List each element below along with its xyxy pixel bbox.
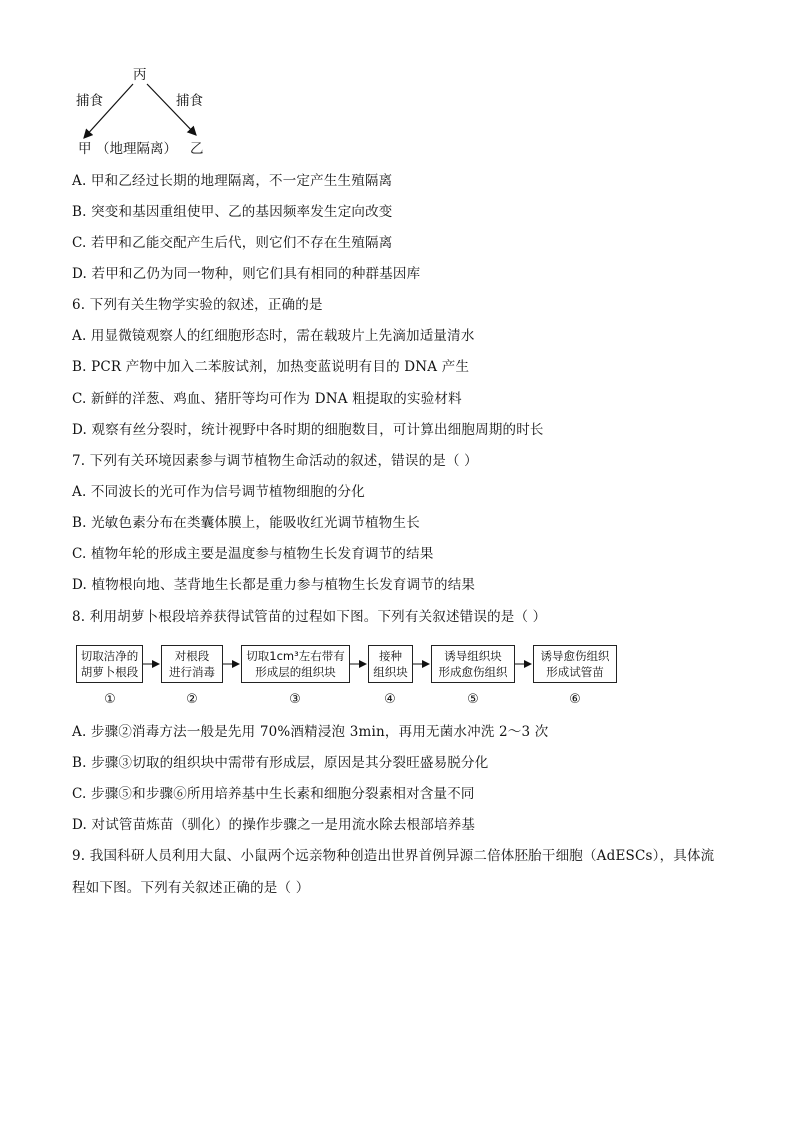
flow-num-3: ③ bbox=[289, 692, 301, 707]
flow-num-5: ⑤ bbox=[467, 692, 479, 707]
q8-option-c: C. 步骤⑤和步骤⑥所用培养基中生长素和细胞分裂素相对含量不同 bbox=[72, 786, 475, 802]
q8-stem: 8. 利用胡萝卜根段培养获得试管苗的过程如下图。下列有关叙述错误的是（ ） bbox=[72, 609, 547, 625]
flow-num-4: ④ bbox=[384, 692, 396, 707]
q7-option-d: D. 植物根向地、茎背地生长都是重力参与植物生长发育调节的结果 bbox=[72, 577, 476, 593]
flow-step-3: 切取1cm³左右带有 形成层的组织块 bbox=[241, 645, 350, 683]
q7-option-a: A. 不同波长的光可作为信号调节植物细胞的分化 bbox=[72, 484, 365, 500]
q5-option-d: D. 若甲和乙仍为同一物种，则它们具有相同的种群基因库 bbox=[72, 266, 421, 282]
node-bing: 丙 bbox=[133, 67, 147, 83]
flow-num-6: ⑥ bbox=[569, 692, 581, 707]
node-jia: 甲 bbox=[78, 141, 92, 157]
edge-label-right: 捕食 bbox=[176, 93, 203, 109]
node-yi: 乙 bbox=[190, 141, 204, 157]
q7-option-b: B. 光敏色素分布在类囊体膜上，能吸收红光调节植物生长 bbox=[72, 515, 420, 531]
q7-stem: 7. 下列有关环境因素参与调节植物生命活动的叙述，错误的是（ ） bbox=[72, 453, 478, 469]
q6-option-a: A. 用显微镜观察人的红细胞形态时，需在载玻片上先滴加适量清水 bbox=[72, 328, 475, 344]
q5-option-b: B. 突变和基因重组使甲、乙的基因频率发生定向改变 bbox=[72, 204, 393, 220]
q5-option-a: A. 甲和乙经过长期的地理隔离，不一定产生生殖隔离 bbox=[72, 173, 393, 189]
flow-step-6: 诱导愈伤组织 形成试管苗 bbox=[533, 645, 617, 683]
geo-isolation-label: （地理隔离） bbox=[96, 141, 177, 157]
q8-option-d: D. 对试管苗炼苗（驯化）的操作步骤之一是用流水除去根部培养基 bbox=[72, 817, 476, 833]
flow-step-5: 诱导组织块 形成愈伤组织 bbox=[431, 645, 515, 683]
q8-option-b: B. 步骤③切取的组织块中需带有形成层，原因是其分裂旺盛易脱分化 bbox=[72, 755, 489, 771]
flow-step-2: 对根段 进行消毒 bbox=[161, 645, 223, 683]
flow-step-1: 切取洁净的 胡萝卜根段 bbox=[76, 645, 143, 683]
edge-label-left: 捕食 bbox=[76, 93, 103, 109]
flow-num-2: ② bbox=[186, 692, 198, 707]
flow-step-4: 接种 组织块 bbox=[368, 645, 413, 683]
q6-option-d: D. 观察有丝分裂时，统计视野中各时期的细胞数目，可计算出细胞周期的时长 bbox=[72, 422, 544, 438]
q8-option-a: A. 步骤②消毒方法一般是先用 70%酒精浸泡 3min，再用无菌水冲洗 2～3 次 bbox=[72, 724, 549, 740]
q9-stem-line-2: 程如下图。下列有关叙述正确的是（ ） bbox=[72, 880, 310, 896]
q9-stem-line-1: 9. 我国科研人员利用大鼠、小鼠两个远亲物种创造出世界首例异源二倍体胚胎干细胞（AdESCs），具体流 bbox=[72, 848, 715, 864]
q7-option-c: C. 植物年轮的形成主要是温度参与植物生长发育调节的结果 bbox=[72, 546, 434, 562]
q6-stem: 6. 下列有关生物学实验的叙述，正确的是 bbox=[72, 297, 323, 313]
q6-option-c: C. 新鲜的洋葱、鸡血、猪肝等均可作为 DNA 粗提取的实验材料 bbox=[72, 391, 462, 407]
q5-option-c: C. 若甲和乙能交配产生后代，则它们不存在生殖隔离 bbox=[72, 235, 393, 251]
q6-option-b: B. PCR 产物中加入二苯胺试剂，加热变蓝说明有目的 DNA 产生 bbox=[72, 359, 470, 375]
flow-num-1: ① bbox=[104, 692, 116, 707]
